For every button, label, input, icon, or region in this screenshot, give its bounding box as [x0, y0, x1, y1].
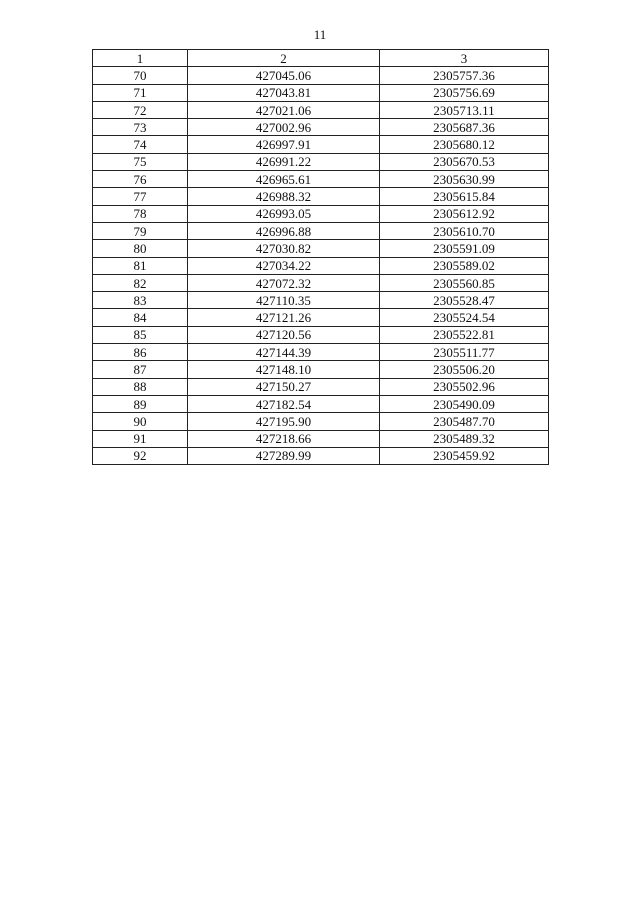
column-header-3: 3 — [380, 50, 549, 67]
column-header-2: 2 — [188, 50, 380, 67]
table-cell-col-1: 92 — [93, 447, 188, 464]
table-cell-col-2: 426991.22 — [188, 153, 380, 170]
table-cell-col-2: 427289.99 — [188, 447, 380, 464]
table-cell-col-3: 2305757.36 — [380, 67, 549, 84]
table-cell-col-3: 2305687.36 — [380, 119, 549, 136]
table-row — [93, 171, 549, 188]
table-cell-col-3: 2305489.32 — [380, 430, 549, 447]
table-cell-col-1: 85 — [93, 326, 188, 343]
table-cell-col-3: 2305524.54 — [380, 309, 549, 326]
page-number: 11 — [313, 27, 327, 42]
table-row — [93, 205, 549, 222]
table-row — [93, 344, 549, 361]
table-cell-col-2: 426965.61 — [188, 171, 380, 188]
table-cell-col-2: 427030.82 — [188, 240, 380, 257]
table-cell-col-3: 2305522.81 — [380, 326, 549, 343]
table-cell-col-3: 2305591.09 — [380, 240, 549, 257]
table-cell-col-1: 88 — [93, 378, 188, 395]
table-cell-col-2: 427120.56 — [188, 326, 380, 343]
table-cell-col-1: 73 — [93, 119, 188, 136]
table-cell-col-1: 74 — [93, 136, 188, 153]
table-cell-col-3: 2305459.92 — [380, 447, 549, 464]
table-cell-col-3: 2305511.77 — [380, 344, 549, 361]
table-cell-col-3: 2305506.20 — [380, 361, 549, 378]
table-row — [93, 395, 549, 412]
table-cell-col-3: 2305612.92 — [380, 205, 549, 222]
table-cell-col-1: 84 — [93, 309, 188, 326]
table-cell-col-1: 80 — [93, 240, 188, 257]
table-cell-col-3: 2305589.02 — [380, 257, 549, 274]
table-row — [93, 274, 549, 291]
table-cell-col-3: 2305560.85 — [380, 274, 549, 291]
table-cell-col-1: 86 — [93, 344, 188, 361]
table-cell-col-3: 2305756.69 — [380, 84, 549, 101]
table-body — [93, 67, 549, 465]
table-cell-col-3: 2305487.70 — [380, 413, 549, 430]
table-cell-col-2: 427218.66 — [188, 430, 380, 447]
table-header-row — [93, 50, 549, 67]
table-cell-col-1: 82 — [93, 274, 188, 291]
table-cell-col-3: 2305610.70 — [380, 222, 549, 239]
table-row — [93, 292, 549, 309]
table-cell-col-1: 76 — [93, 171, 188, 188]
table-cell-col-1: 83 — [93, 292, 188, 309]
table-row — [93, 326, 549, 343]
table-cell-col-2: 427148.10 — [188, 361, 380, 378]
table-cell-col-2: 427144.39 — [188, 344, 380, 361]
table-cell-col-1: 78 — [93, 205, 188, 222]
table-cell-col-2: 427195.90 — [188, 413, 380, 430]
table-cell-col-1: 70 — [93, 67, 188, 84]
table-cell-col-3: 2305490.09 — [380, 395, 549, 412]
table-cell-col-3: 2305528.47 — [380, 292, 549, 309]
table-row — [93, 84, 549, 101]
table-cell-col-3: 2305615.84 — [380, 188, 549, 205]
table-row — [93, 240, 549, 257]
table-cell-col-2: 427072.32 — [188, 274, 380, 291]
coordinates-table — [92, 49, 549, 465]
table-row — [93, 136, 549, 153]
table-row — [93, 188, 549, 205]
table-cell-col-3: 2305502.96 — [380, 378, 549, 395]
table-cell-col-1: 77 — [93, 188, 188, 205]
table-cell-col-1: 87 — [93, 361, 188, 378]
table-row — [93, 222, 549, 239]
table-cell-col-3: 2305680.12 — [380, 136, 549, 153]
table-cell-col-1: 90 — [93, 413, 188, 430]
table-cell-col-2: 426996.88 — [188, 222, 380, 239]
table-row — [93, 257, 549, 274]
table-cell-col-1: 91 — [93, 430, 188, 447]
table-cell-col-1: 71 — [93, 84, 188, 101]
table-cell-col-1: 72 — [93, 101, 188, 118]
table-row — [93, 67, 549, 84]
table-row — [93, 309, 549, 326]
table-row — [93, 119, 549, 136]
table-cell-col-2: 426997.91 — [188, 136, 380, 153]
table-row — [93, 413, 549, 430]
table-cell-col-2: 427043.81 — [188, 84, 380, 101]
table-cell-col-1: 81 — [93, 257, 188, 274]
table-cell-col-2: 426993.05 — [188, 205, 380, 222]
table-row — [93, 361, 549, 378]
table-cell-col-1: 79 — [93, 222, 188, 239]
table-cell-col-1: 89 — [93, 395, 188, 412]
table-cell-col-2: 427002.96 — [188, 119, 380, 136]
table-row — [93, 153, 549, 170]
table-cell-col-2: 427045.06 — [188, 67, 380, 84]
table-cell-col-2: 427182.54 — [188, 395, 380, 412]
table-cell-col-2: 427034.22 — [188, 257, 380, 274]
table-cell-col-3: 2305713.11 — [380, 101, 549, 118]
table-cell-col-2: 427150.27 — [188, 378, 380, 395]
table-cell-col-3: 2305670.53 — [380, 153, 549, 170]
table-row — [93, 447, 549, 464]
table-row — [93, 430, 549, 447]
table-cell-col-3: 2305630.99 — [380, 171, 549, 188]
column-header-1: 1 — [93, 50, 188, 67]
table-cell-col-2: 427021.06 — [188, 101, 380, 118]
table-cell-col-2: 426988.32 — [188, 188, 380, 205]
table-cell-col-2: 427110.35 — [188, 292, 380, 309]
table-row — [93, 378, 549, 395]
table-row — [93, 101, 549, 118]
table-cell-col-1: 75 — [93, 153, 188, 170]
table-cell-col-2: 427121.26 — [188, 309, 380, 326]
